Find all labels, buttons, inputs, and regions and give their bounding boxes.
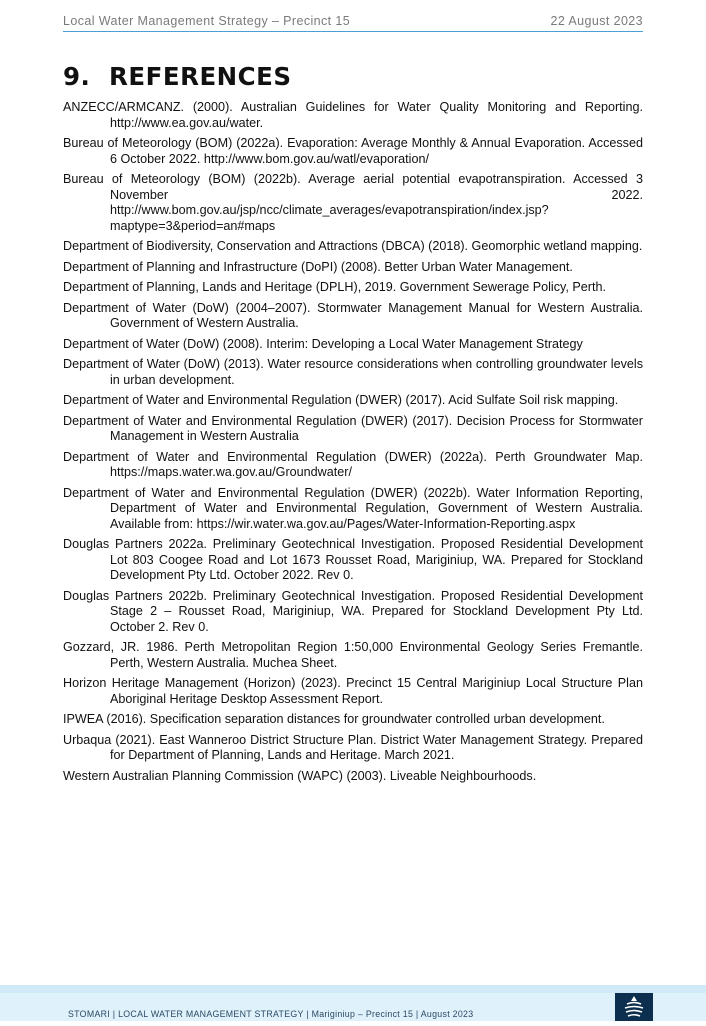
reference-list — [63, 100, 643, 789]
reference-item: Bureau of Meteorology (BOM) (2022a). Evaporation: Average Monthly & Annual Evaporation. Accessed 6 October 2022. http://www.bom.gov.au/watl/evaporation/ — [63, 136, 643, 166]
footer-text: STOMARI | LOCAL WATER MANAGEMENT STRATEGY | Mariginiup – Precinct 15 | August 2023 — [68, 1009, 474, 1019]
page-header — [63, 14, 643, 32]
document-title: Local Water Management Strategy – Precinct 15 — [63, 14, 351, 28]
section-number: 9. — [63, 62, 91, 91]
reference-item: ANZECC/ARMCANZ. (2000). Australian Guidelines for Water Quality Monitoring and Reporting. http://www.ea.gov.au/water. — [63, 100, 643, 130]
reference-item: Urbaqua (2021). East Wanneroo District Structure Plan. District Water Management Strategy. Prepared for Department of Planning, Lands and Heritage. March 2021. — [63, 732, 643, 762]
reference-item: Gozzard, JR. 1986. Perth Metropolitan Region 1:50,000 Environmental Geology Series Fremantle. Perth, Western Australia. Muchea Sheet. — [63, 640, 643, 670]
reference-item: Department of Planning, Lands and Heritage (DPLH), 2019. Government Sewerage Policy, Perth. — [63, 280, 606, 294]
document-date: 22 August 2023 — [550, 14, 643, 28]
reference-item: Department of Water (DoW) (2013). Water resource considerations when controlling groundwater levels in urban development. — [63, 357, 643, 387]
footer-band-top — [0, 985, 706, 993]
reference-item: Douglas Partners 2022a. Preliminary Geotechnical Investigation. Proposed Residential Development Lot 803 Coogee Road and Lot 1673 Rousset Road, Mariginiup, WA. Prepared for Stockland Development Pty Ltd. October 2022. Rev 0. — [63, 537, 643, 582]
reference-item: Douglas Partners 2022b. Preliminary Geotechnical Investigation. Proposed Residential Development Stage 2 – Rousset Road, Mariginiup, WA. Prepared for Stockland Development Pty Ltd. October 2. Rev 0. — [63, 588, 643, 634]
reference-item: Horizon Heritage Management (Horizon) (2023). Precinct 15 Central Mariginiup Local Structure Plan Aboriginal Heritage Desktop Assessment Report. — [63, 676, 643, 706]
reference-item: Department of Water and Environmental Regulation (DWER) (2022a). Perth Groundwater Map. https://maps.water.wa.gov.au/Groundwater/ — [63, 449, 643, 479]
section-title: REFERENCES — [109, 62, 292, 91]
reference-item: Department of Water and Environmental Regulation (DWER) (2022b). Water Information Reporting, Department of Water and Environmental Regulation, Government of Western Australia. Available from: https://wir.water.wa.gov.au/Pages/Water-Information-Reporting.aspx — [63, 485, 643, 531]
reference-item: Bureau of Meteorology (BOM) (2022b). Average aerial potential evapotranspiration. Accessed 3 November 2022. http://www.bom.gov.au/jsp/ncc/climate_averages/evapotranspiration/index.jsp?maptype=3&period=an#maps — [63, 172, 643, 233]
reference-item: Department of Water (DoW) (2004–2007). Stormwater Management Manual for Western Australia. Government of Western Australia. — [63, 300, 643, 330]
reference-item: Department of Water and Environmental Regulation (DWER) (2017). Decision Process for Stormwater Management in Western Australia — [63, 413, 643, 443]
reference-item: IPWEA (2016). Specification separation distances for groundwater controlled urban development. — [63, 712, 605, 726]
reference-item: Department of Water and Environmental Regulation (DWER) (2017). Acid Sulfate Soil risk mapping. — [63, 393, 619, 407]
reference-item: Department of Biodiversity, Conservation and Attractions (DBCA) (2018). Geomorphic wetland mapping. — [63, 239, 643, 253]
logo-graphic — [615, 993, 653, 1021]
section-heading — [63, 62, 292, 91]
reference-item: Department of Water (DoW) (2008). Interim: Developing a Local Water Management Strategy — [63, 336, 583, 351]
reference-item: Western Australian Planning Commission (WAPC) (2003). Liveable Neighbourhoods. — [63, 768, 537, 783]
reference-item: Department of Planning and Infrastructure (DoPI) (2008). Better Urban Water Management. — [63, 259, 573, 274]
water-drop-logo-icon — [615, 993, 653, 1021]
